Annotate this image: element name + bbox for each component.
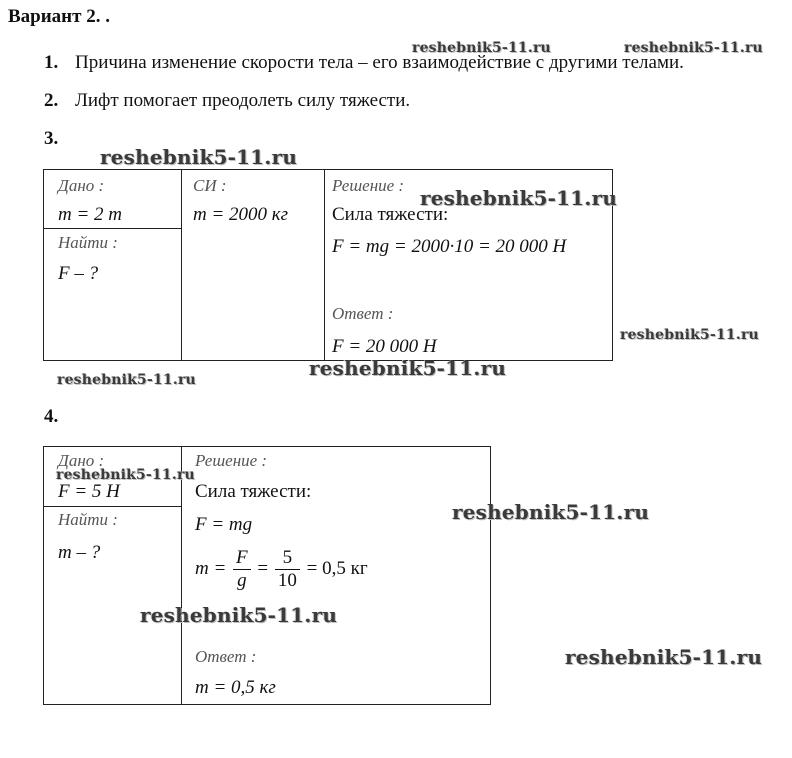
answer-value: F = 20 000 Н: [332, 336, 437, 357]
item-number: 1.: [44, 52, 59, 73]
si-value: m = 2000 кг: [193, 204, 289, 225]
fraction-denominator: 10: [277, 570, 297, 591]
solution-line: Сила тяжести:: [332, 204, 449, 225]
column-divider: [181, 447, 182, 704]
row-divider: [44, 228, 181, 229]
fraction-prefix: m =: [195, 557, 227, 579]
item-text: Причина изменение скорости тела – его взаимодействие с другими телами.: [75, 52, 684, 73]
fraction-f-over-g: [233, 547, 251, 592]
given-label: Дано :: [58, 451, 105, 470]
watermark: reshebnik5-11.ru: [565, 645, 763, 669]
task-3-number: 3.: [44, 128, 59, 149]
find-label: Найти :: [58, 510, 118, 529]
watermark: reshebnik5-11.ru: [624, 40, 763, 56]
answer-label: Ответ :: [195, 647, 257, 666]
item-number: 2.: [44, 90, 59, 111]
answer-label: Ответ :: [332, 304, 394, 323]
fraction-numerator: 5: [275, 547, 300, 570]
watermark: reshebnik5-11.ru: [56, 467, 195, 483]
solution-label: Решение :: [332, 176, 405, 195]
given-label: Дано :: [58, 176, 105, 195]
task-4-number: 4.: [44, 406, 59, 427]
watermark: reshebnik5-11.ru: [100, 145, 298, 169]
fraction-denominator: g: [237, 570, 247, 591]
watermark: reshebnik5-11.ru: [452, 500, 650, 524]
fraction-numerator: F: [233, 547, 251, 570]
given-value: F = 5 Н: [58, 481, 120, 502]
watermark: reshebnik5-11.ru: [620, 327, 759, 343]
find-value: F – ?: [58, 263, 99, 284]
find-label: Найти :: [58, 233, 118, 252]
item-text: Лифт помогает преодолеть силу тяжести.: [75, 90, 411, 111]
fraction-result: = 0,5 кг: [306, 557, 368, 579]
column-divider: [181, 170, 182, 360]
solution-formula: F = mg = 2000·10 = 20 000 Н: [332, 236, 567, 257]
solution-line: Сила тяжести:: [195, 481, 312, 502]
answer-item-2: [44, 90, 784, 114]
solution-label: Решение :: [195, 451, 268, 470]
watermark: reshebnik5-11.ru: [57, 372, 196, 388]
column-divider: [324, 170, 325, 360]
watermark: reshebnik5-11.ru: [412, 40, 551, 56]
task-4-table: [43, 446, 491, 705]
watermark: reshebnik5-11.ru: [309, 356, 507, 380]
solution-formula: F = mg: [195, 514, 253, 535]
watermark: reshebnik5-11.ru: [140, 603, 338, 627]
page-heading: Вариант 2. .: [8, 6, 110, 27]
fraction-5-over-10: [275, 547, 300, 592]
si-label: СИ :: [193, 176, 227, 195]
answer-value: m = 0,5 кг: [195, 677, 276, 698]
watermark: reshebnik5-11.ru: [420, 186, 618, 210]
fraction-equals: =: [257, 557, 269, 579]
row-divider: [44, 506, 181, 507]
find-value: m – ?: [58, 542, 101, 563]
fraction-formula: [195, 547, 368, 592]
given-value: m = 2 т: [58, 204, 123, 225]
